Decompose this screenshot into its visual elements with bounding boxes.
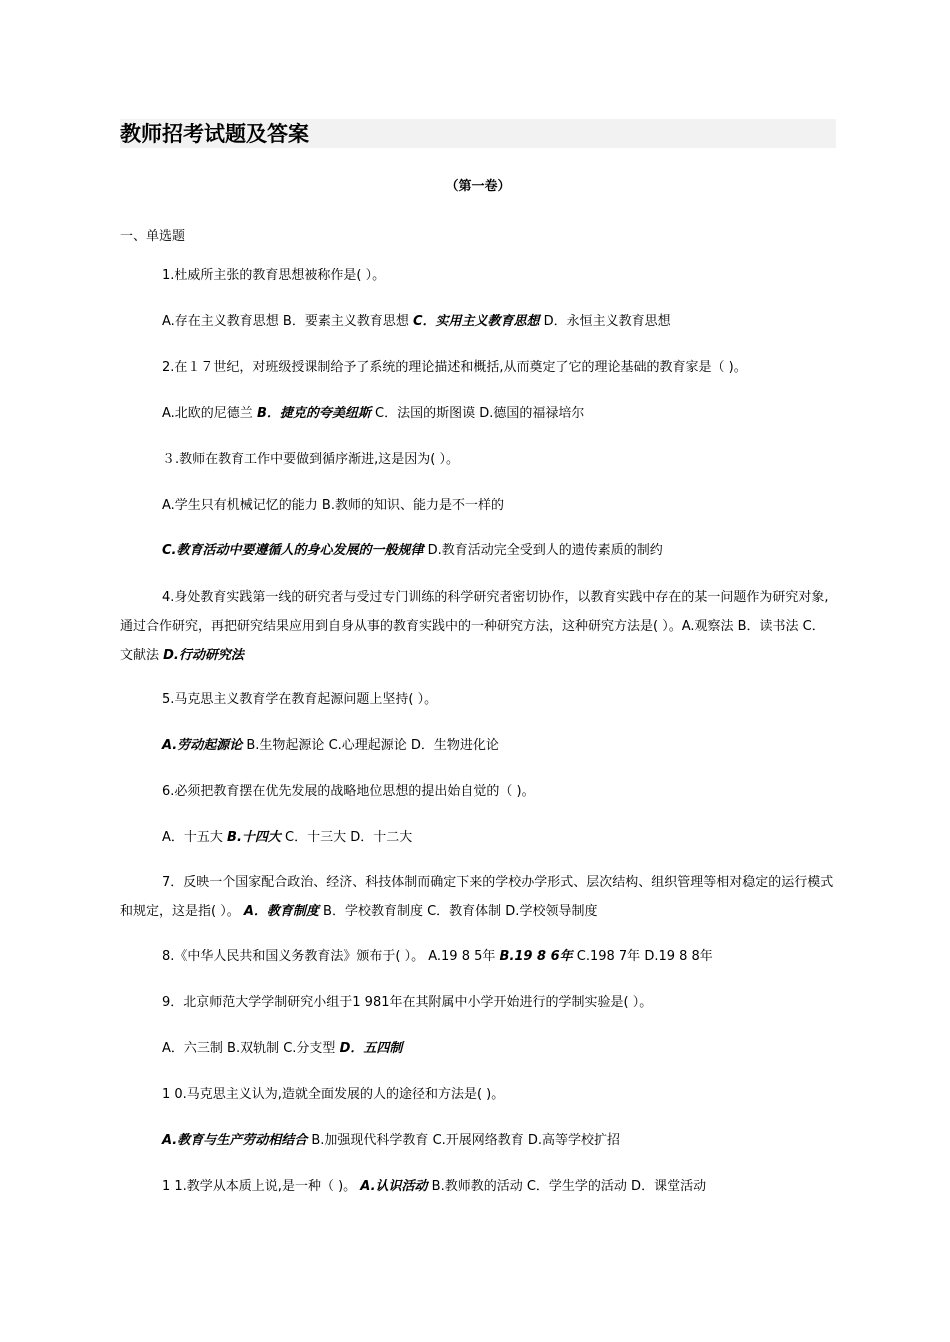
question-1-options-after: D．永恒主义教育思想 <box>539 314 671 329</box>
question-8-stem: 8.《中华人民共和国义务教育法》颁布于( ）。 A.19 8 5年 <box>162 949 500 964</box>
question-7-paragraph <box>120 868 836 926</box>
question-5-options <box>162 736 499 756</box>
question-7-answer: A．教育制度 <box>243 904 319 919</box>
question-11-stem: 1 1.教学从本质上说,是一种（ )。 <box>162 1179 361 1194</box>
question-9-answer: D．五四制 <box>339 1041 403 1056</box>
question-11-options-after: B.教师教的活动 C．学生学的活动 D．课堂活动 <box>427 1179 707 1194</box>
question-10-options <box>162 1131 620 1151</box>
question-4-paragraph <box>120 583 836 670</box>
question-1-options-before: A.存在主义教育思想 B．要素主义教育思想 <box>162 314 413 329</box>
question-7-options-after: B．学校教育制度 C．教育体制 D.学校领导制度 <box>318 904 598 919</box>
question-10-options-after: B.加强现代科学教育 C.开展网络教育 D.高等学校扩招 <box>307 1133 621 1148</box>
section-heading: 一、单选题 <box>120 229 186 244</box>
question-1-stem: 1.杜威所主张的教育思想被称作是( ）。 <box>162 268 386 283</box>
question-5-answer: A.劳动起源论 <box>162 738 243 753</box>
question-2-options-before: A.北欧的尼德兰 <box>162 406 257 421</box>
question-6-answer: B.十四大 <box>227 830 281 845</box>
question-5-options-after: B.生物起源论 C.心理起源论 D．生物进化论 <box>242 738 499 753</box>
question-3-options-after: D.教育活动完全受到人的遗传素质的制约 <box>423 543 663 558</box>
question-8-answer: B.19 8 6年 <box>499 949 573 964</box>
question-2-options-after: C．法国的斯图谟 D.德国的福禄培尔 <box>370 406 585 421</box>
question-3-stem: ３.教师在教育工作中要做到循序渐进,这是因为( ）。 <box>162 452 459 467</box>
question-6-options-before: A．十五大 <box>162 830 228 845</box>
question-11-answer: A.认识活动 <box>360 1179 428 1194</box>
question-8-line <box>162 947 713 967</box>
question-10-answer: A.教育与生产劳动相结合 <box>162 1133 308 1148</box>
question-10-stem: 1 0.马克思主义认为,造就全面发展的人的途径和方法是( )。 <box>162 1087 505 1102</box>
question-9-options <box>162 1039 402 1059</box>
question-5-stem: 5.马克思主义教育学在教育起源问题上坚持( ）。 <box>162 692 438 707</box>
question-4-answer: D.行动研究法 <box>163 648 244 663</box>
question-6-options-after: C．十三大 D．十二大 <box>280 830 413 845</box>
question-2-stem: 2.在１７世纪，对班级授课制给予了系统的理论描述和概括,从而奠定了它的理论基础的教育家是（ )。 <box>162 360 747 375</box>
question-6-options <box>162 828 412 848</box>
question-1-options <box>162 312 671 332</box>
volume-subtitle: （第一卷） <box>445 179 511 194</box>
question-2-answer: B．捷克的夸美纽斯 <box>256 406 371 421</box>
question-1-answer: C．实用主义教育思想 <box>412 314 540 329</box>
question-4-stem: 4.身处教育实践第一线的研究者与受过专门训练的科学研究者密切协作，以教育实践中存在的某一问题作为研究对象,通过合作研究，再把研究结果应用到自身从事的教育实践中的一种研究方法，这种研究方法是( ）。A.观察法 B．读书法 C．文献法 <box>120 590 829 663</box>
question-3-options-line-1: A.学生只有机械记忆的能力 B.教师的知识、能力是不一样的 <box>162 498 504 513</box>
question-6-stem: 6.必须把教育摆在优先发展的战略地位思想的提出始自觉的（ )。 <box>162 784 535 799</box>
question-11-line <box>162 1177 706 1197</box>
question-3-options-line-2 <box>162 541 663 561</box>
question-8-options-after: C.198 7年 D.19 8 8年 <box>572 949 713 964</box>
question-9-options-before: A．六三制 B.双轨制 C.分支型 <box>162 1041 340 1056</box>
document-title: 教师招考试题及答案 <box>120 121 309 146</box>
question-9-stem: 9．北京师范大学学制研究小组于1 981年在其附属中小学开始进行的学制实验是( ）。 <box>162 995 653 1010</box>
question-3-answer: C.教育活动中要遵循人的身心发展的一般规律 <box>162 543 424 558</box>
question-7-stem: 7．反映一个国家配合政治、经济、科技体制而确定下来的学校办学形式、层次结构、组织管理等相对稳定的运行模式和规定，这是指( ）。 <box>120 875 834 919</box>
question-2-options <box>162 404 584 424</box>
